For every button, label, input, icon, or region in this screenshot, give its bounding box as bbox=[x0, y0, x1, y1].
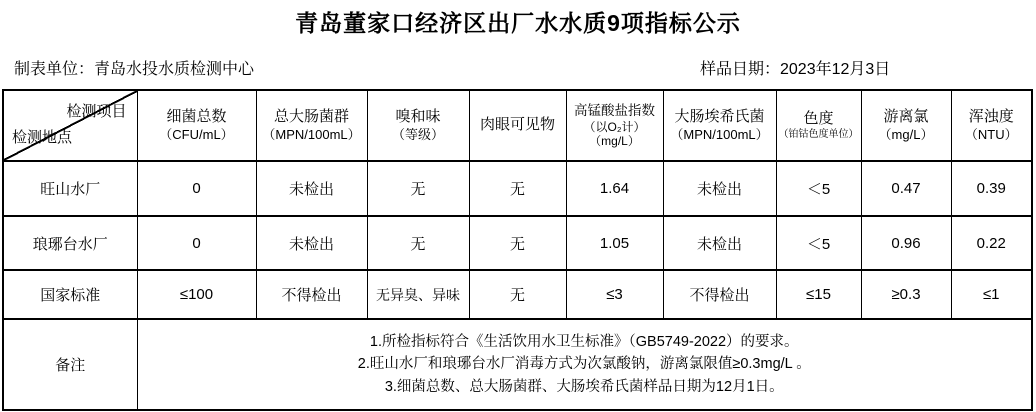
column-header-odor-taste: 嗅和味 （等级） bbox=[367, 90, 469, 161]
column-header-total-coliform: 总大肠菌群 （MPN/100mL） bbox=[256, 90, 367, 161]
cell: 未检出 bbox=[256, 161, 367, 216]
corner-header-cell bbox=[3, 90, 137, 161]
note-line: 2.旺山水厂和琅琊台水厂消毒方式为次氯酸钠，游离氯限值≥0.3mg/L 。 bbox=[357, 356, 811, 373]
row-label-national-standard: 国家标准 bbox=[3, 270, 137, 319]
water-quality-table bbox=[2, 89, 1033, 411]
cell: ≤1 bbox=[951, 270, 1032, 319]
row-label-wangshan: 旺山水厂 bbox=[3, 161, 137, 216]
note-line: 1.所检指标符合《生活饮用水卫生标准》（GB5749-2022）的要求。 bbox=[369, 333, 799, 350]
cell: ≤3 bbox=[566, 270, 663, 319]
cell: 无 bbox=[469, 270, 566, 319]
column-header-e-coli: 大肠埃希氏菌 （MPN/100mL） bbox=[663, 90, 776, 161]
cell: 未检出 bbox=[663, 216, 776, 270]
column-header-turbidity: 浑浊度 （NTU） bbox=[951, 90, 1032, 161]
cell: 未检出 bbox=[256, 216, 367, 270]
corner-label-items: 检测项目 bbox=[66, 103, 127, 120]
cell: 0.47 bbox=[861, 161, 951, 216]
row-label-langyatai: 琅琊台水厂 bbox=[3, 216, 137, 270]
corner-label-sites: 检测地点 bbox=[12, 129, 73, 146]
table-row-langyatai bbox=[3, 216, 1032, 270]
cell: 0.96 bbox=[861, 216, 951, 270]
cell: 无 bbox=[469, 216, 566, 270]
cell: 无 bbox=[469, 161, 566, 216]
table-row-national-standard bbox=[3, 270, 1032, 319]
cell: ＜5 bbox=[776, 216, 861, 270]
column-header-free-chlorine: 游离氯 （mg/L） bbox=[861, 90, 951, 161]
cell: 无 bbox=[367, 216, 469, 270]
cell: 1.64 bbox=[566, 161, 663, 216]
cell: 0.22 bbox=[951, 216, 1032, 270]
column-header-chroma: 色度 （铂钴色度单位） bbox=[776, 90, 861, 161]
sample-date-label: 样品日期：2023年12月3日 bbox=[700, 61, 891, 78]
cell: 无 bbox=[367, 161, 469, 216]
cell: 不得检出 bbox=[256, 270, 367, 319]
page-title: 青岛董家口经济区出厂水水质9项指标公示 bbox=[295, 10, 741, 36]
cell: ≤15 bbox=[776, 270, 861, 319]
cell: ≤100 bbox=[137, 270, 256, 319]
cell: ＜5 bbox=[776, 161, 861, 216]
table-row-wangshan bbox=[3, 161, 1032, 216]
cell: 1.05 bbox=[566, 216, 663, 270]
notes-content bbox=[137, 319, 1032, 410]
notes-row bbox=[3, 319, 1032, 410]
header-row bbox=[3, 90, 1032, 161]
column-header-visible-matter: 肉眼可见物 bbox=[469, 90, 566, 161]
cell: ≥0.3 bbox=[861, 270, 951, 319]
prepared-by-label: 制表单位：青岛水投水质检测中心 bbox=[14, 61, 255, 78]
cell: 未检出 bbox=[663, 161, 776, 216]
cell: 0.39 bbox=[951, 161, 1032, 216]
column-header-permanganate-index: 高锰酸盐指数 （以O₂计） （mg/L） bbox=[566, 90, 663, 161]
note-line: 3.细菌总数、总大肠菌群、大肠埃希氏菌样品日期为12月1日。 bbox=[384, 378, 784, 395]
notes-label-cell: 备注 bbox=[3, 319, 137, 410]
cell: 不得检出 bbox=[663, 270, 776, 319]
cell: 0 bbox=[137, 216, 256, 270]
cell: 无异臭、异味 bbox=[367, 270, 469, 319]
column-header-bacteria-total: 细菌总数 （CFU/mL） bbox=[137, 90, 256, 161]
cell: 0 bbox=[137, 161, 256, 216]
